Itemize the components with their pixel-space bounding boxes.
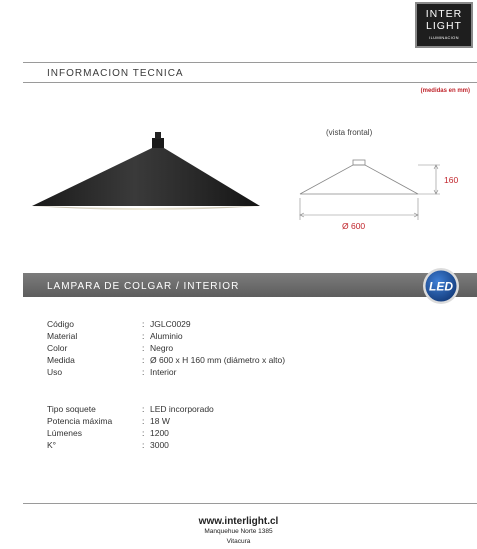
product-band [23,273,477,297]
lamp-rim [32,206,260,210]
footer-divider [23,503,477,504]
spec-value: Interior [150,367,177,377]
product-title: LAMPARA DE COLGAR / INTERIOR [47,281,240,292]
section-title: INFORMACION TECNICA [47,68,184,79]
header-top-divider [23,62,477,63]
led-badge-icon [421,266,461,306]
spec-row [47,318,285,330]
spec-row [47,366,285,378]
logo-line-3: ILUMINACION [429,35,459,40]
spec-colon: : [142,404,145,414]
address: Manquehue Norte 1385 [204,528,273,535]
spec-label: Material [47,331,78,341]
spec-colon: : [142,331,145,341]
spec-colon: : [142,416,145,426]
spec-label: Lúmenes [47,428,82,438]
spec-value: 18 W [150,416,170,426]
spec-colon: : [142,343,145,353]
city: Vitacura [226,538,251,545]
units-note: (medidas en mm) [420,88,470,94]
spec-value: Aluminio [150,331,183,341]
lamp-hook [155,132,161,139]
diameter-dimension-label: Ø 600 [342,221,366,231]
specs-electrical [47,403,214,451]
spec-colon: : [142,428,145,438]
spec-label: Uso [47,367,63,377]
website-link[interactable]: www.interlight.cl [198,516,279,527]
lamp-photo [28,130,264,216]
spec-row [47,403,214,415]
spec-value: Negro [150,343,174,353]
spec-value: LED incorporado [150,404,214,414]
led-badge-text: LED [429,279,453,294]
spec-label: Código [47,319,74,329]
height-dimension-label: 160 [444,175,459,185]
spec-label: Medida [47,355,75,365]
spec-label: K° [47,440,57,450]
drawing-shade [300,165,418,194]
spec-value: 1200 [150,428,169,438]
spec-row [47,439,214,451]
spec-value: 3000 [150,440,169,450]
spec-colon: : [142,440,145,450]
drawing-cap [353,160,365,165]
spec-row [47,415,214,427]
spec-label: Potencia máxima [47,416,113,426]
spec-row [47,330,285,342]
interlight-logo [415,2,473,48]
footer [0,516,477,547]
lamp-shade [32,148,260,206]
spec-value: JGLC0029 [150,319,191,329]
spec-colon: : [142,367,145,377]
front-view-label: (vista frontal) [326,128,373,137]
specs-general [47,318,285,378]
spec-label: Color [47,343,68,353]
spec-row [47,342,285,354]
spec-row [47,354,285,366]
spec-label: Tipo soquete [47,404,96,414]
header-bottom-divider [23,82,477,83]
spec-row [47,427,214,439]
spec-colon: : [142,355,145,365]
technical-drawing [290,150,450,225]
spec-colon: : [142,319,145,329]
logo-line-1: INTER [425,8,463,20]
logo-line-2: LIGHT [426,20,462,32]
spec-value: Ø 600 x H 160 mm (diámetro x alto) [150,355,286,365]
